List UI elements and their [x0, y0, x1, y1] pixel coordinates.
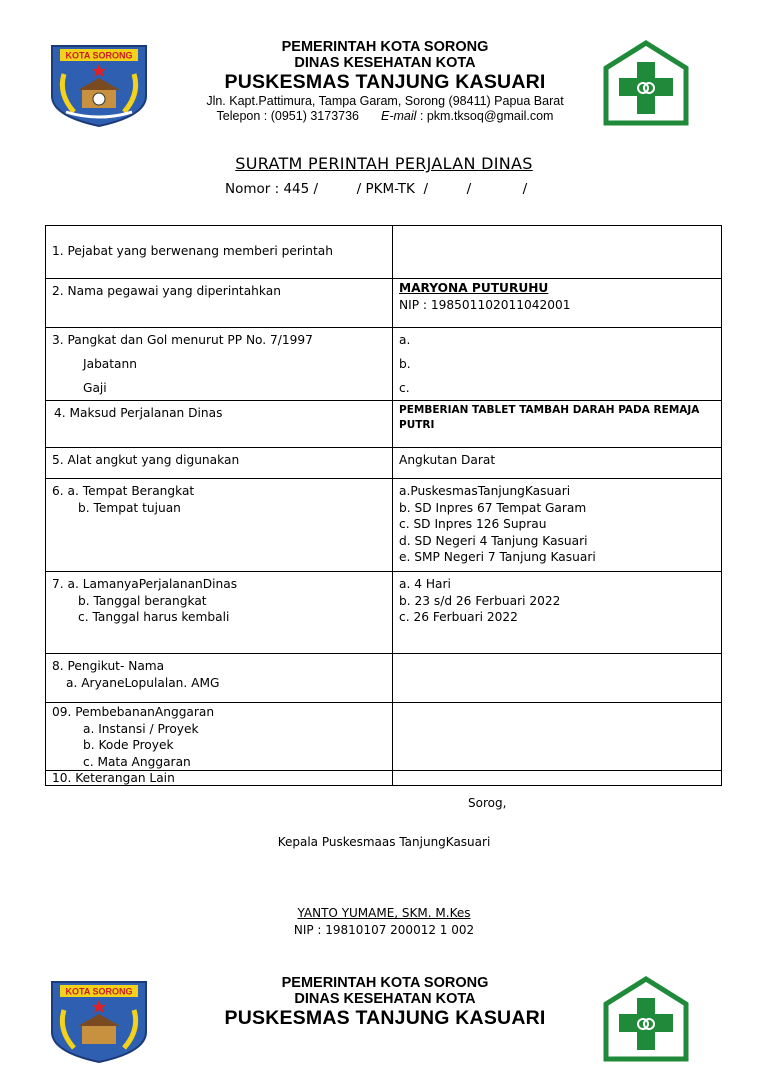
- document-title: SURATM PERINTAH PERJALAN DINAS: [235, 154, 533, 173]
- svg-text:KOTA SORONG: KOTA SORONG: [65, 986, 133, 997]
- row3-value-c: c.: [399, 381, 410, 395]
- row6-label-destination: b. Tempat tujuan: [78, 500, 181, 515]
- letterhead-phone: Telepon : (0951) 3173736: [216, 109, 360, 123]
- table-row: [46, 279, 722, 328]
- transport-value: Angkutan Darat: [399, 453, 496, 467]
- letterhead-institution: PUSKESMAS TANJUNG KASUARI: [224, 1007, 546, 1029]
- signatory-nip: NIP : 19810107 200012 1 002: [293, 923, 475, 937]
- puskesmas-logo-icon: [603, 976, 689, 1062]
- row6-label-departure: 6. a. Tempat Berangkat: [52, 484, 195, 498]
- signatory-name: YANTO YUMAME, SKM. M.Kes: [297, 906, 471, 920]
- puskesmas-logo-icon: [603, 40, 689, 126]
- row2-label: 2. Nama pegawai yang diperintahkan: [52, 284, 281, 298]
- document-number: Nomor : 445 / / PKM-TK / / /: [225, 181, 528, 197]
- table-row: [46, 771, 722, 786]
- letterhead-department: DINAS KESEHATAN KOTA: [294, 991, 476, 1007]
- row3-label: 3. Pangkat dan Gol menurut PP No. 7/1997: [52, 333, 313, 347]
- letterhead-department: DINAS KESEHATAN KOTA: [294, 55, 476, 71]
- row5-label: 5. Alat angkut yang digunakan: [52, 453, 240, 467]
- row7-label-depart-date: b. Tanggal berangkat: [78, 593, 207, 608]
- row3-value-b: b.: [399, 357, 411, 371]
- employee-name: MARYONA PUTURUHU: [399, 281, 549, 295]
- letterhead-next-page: [0, 972, 768, 1072]
- destination-item: c. SD Inpres 126 Suprau: [399, 517, 547, 531]
- row10-label: 10. Keterangan Lain: [52, 771, 175, 785]
- row7-label-duration: 7. a. LamanyaPerjalananDinas: [52, 577, 238, 591]
- row4-label: 4. Maksud Perjalanan Dinas: [54, 406, 223, 420]
- row9-agency-label: a. Instansi / Proyek: [83, 721, 199, 736]
- table-row: [46, 654, 722, 703]
- letterhead-contact: [165, 109, 605, 124]
- letterhead-address: Jln. Kapt.Pattimura, Tampa Garam, Sorong (98411) Papua Barat: [206, 94, 564, 108]
- letterhead-email: : pkm.tksoq@gmail.com: [416, 109, 554, 123]
- row9-project-code-label: b. Kode Proyek: [83, 738, 174, 752]
- destination-item: a.PuskesmasTanjungKasuari: [399, 484, 571, 498]
- table-row: [46, 703, 722, 771]
- row3-position-label: Jabatann: [83, 357, 137, 371]
- table-row: [46, 401, 722, 448]
- letterhead-text: [165, 40, 605, 124]
- travel-purpose: PEMBERIAN TABLET TAMBAH DARAH PADA REMAJA PUTRI: [399, 404, 700, 431]
- return-date-value: c. 26 Ferbuari 2022: [399, 610, 518, 624]
- destination-item: b. SD Inpres 67 Tempat Garam: [399, 500, 587, 515]
- table-row: [46, 226, 722, 279]
- companion-name: a. AryaneLopulalan. AMG: [66, 675, 220, 690]
- employee-nip: NIP : 198501102011042001: [399, 297, 571, 312]
- letterhead-government: PEMERINTAH KOTA SORONG: [281, 39, 489, 55]
- kota-sorong-crest-icon: [46, 44, 152, 128]
- row3-salary-label: Gaji: [83, 381, 107, 395]
- table-row: [46, 479, 722, 572]
- row1-label: 1. Pejabat yang berwenang memberi perintah: [52, 244, 333, 258]
- letterhead-email-label: E-mail: [381, 109, 417, 123]
- letterhead-text: [165, 976, 605, 1029]
- table-row: [46, 572, 722, 654]
- depart-date-value: b. 23 s/d 26 Ferbuari 2022: [399, 593, 561, 608]
- destination-item: d. SD Negeri 4 Tanjung Kasuari: [399, 533, 588, 548]
- duration-value: a. 4 Hari: [399, 577, 451, 591]
- letterhead-government: PEMERINTAH KOTA SORONG: [281, 975, 489, 991]
- row9-budget-item-label: c. Mata Anggaran: [83, 754, 191, 769]
- table-row: [46, 328, 722, 401]
- row7-label-return-date: c. Tanggal harus kembali: [78, 610, 230, 624]
- row3-value-a: a.: [399, 333, 411, 347]
- signature-role: Kepala Puskesmaas TanjungKasuari: [277, 835, 491, 849]
- svg-text:KOTA SORONG: KOTA SORONG: [65, 50, 133, 61]
- signature-city: Sorog,: [468, 796, 507, 810]
- row9-label: 09. PembebananAnggaran: [52, 705, 215, 719]
- row8-label: 8. Pengikut- Nama: [52, 659, 165, 673]
- destination-item: e. SMP Negeri 7 Tanjung Kasuari: [399, 550, 596, 564]
- table-row: [46, 448, 722, 479]
- letterhead: [0, 36, 768, 136]
- letterhead-institution: PUSKESMAS TANJUNG KASUARI: [224, 71, 546, 93]
- travel-order-table: [45, 225, 722, 786]
- kota-sorong-crest-icon: [46, 980, 152, 1064]
